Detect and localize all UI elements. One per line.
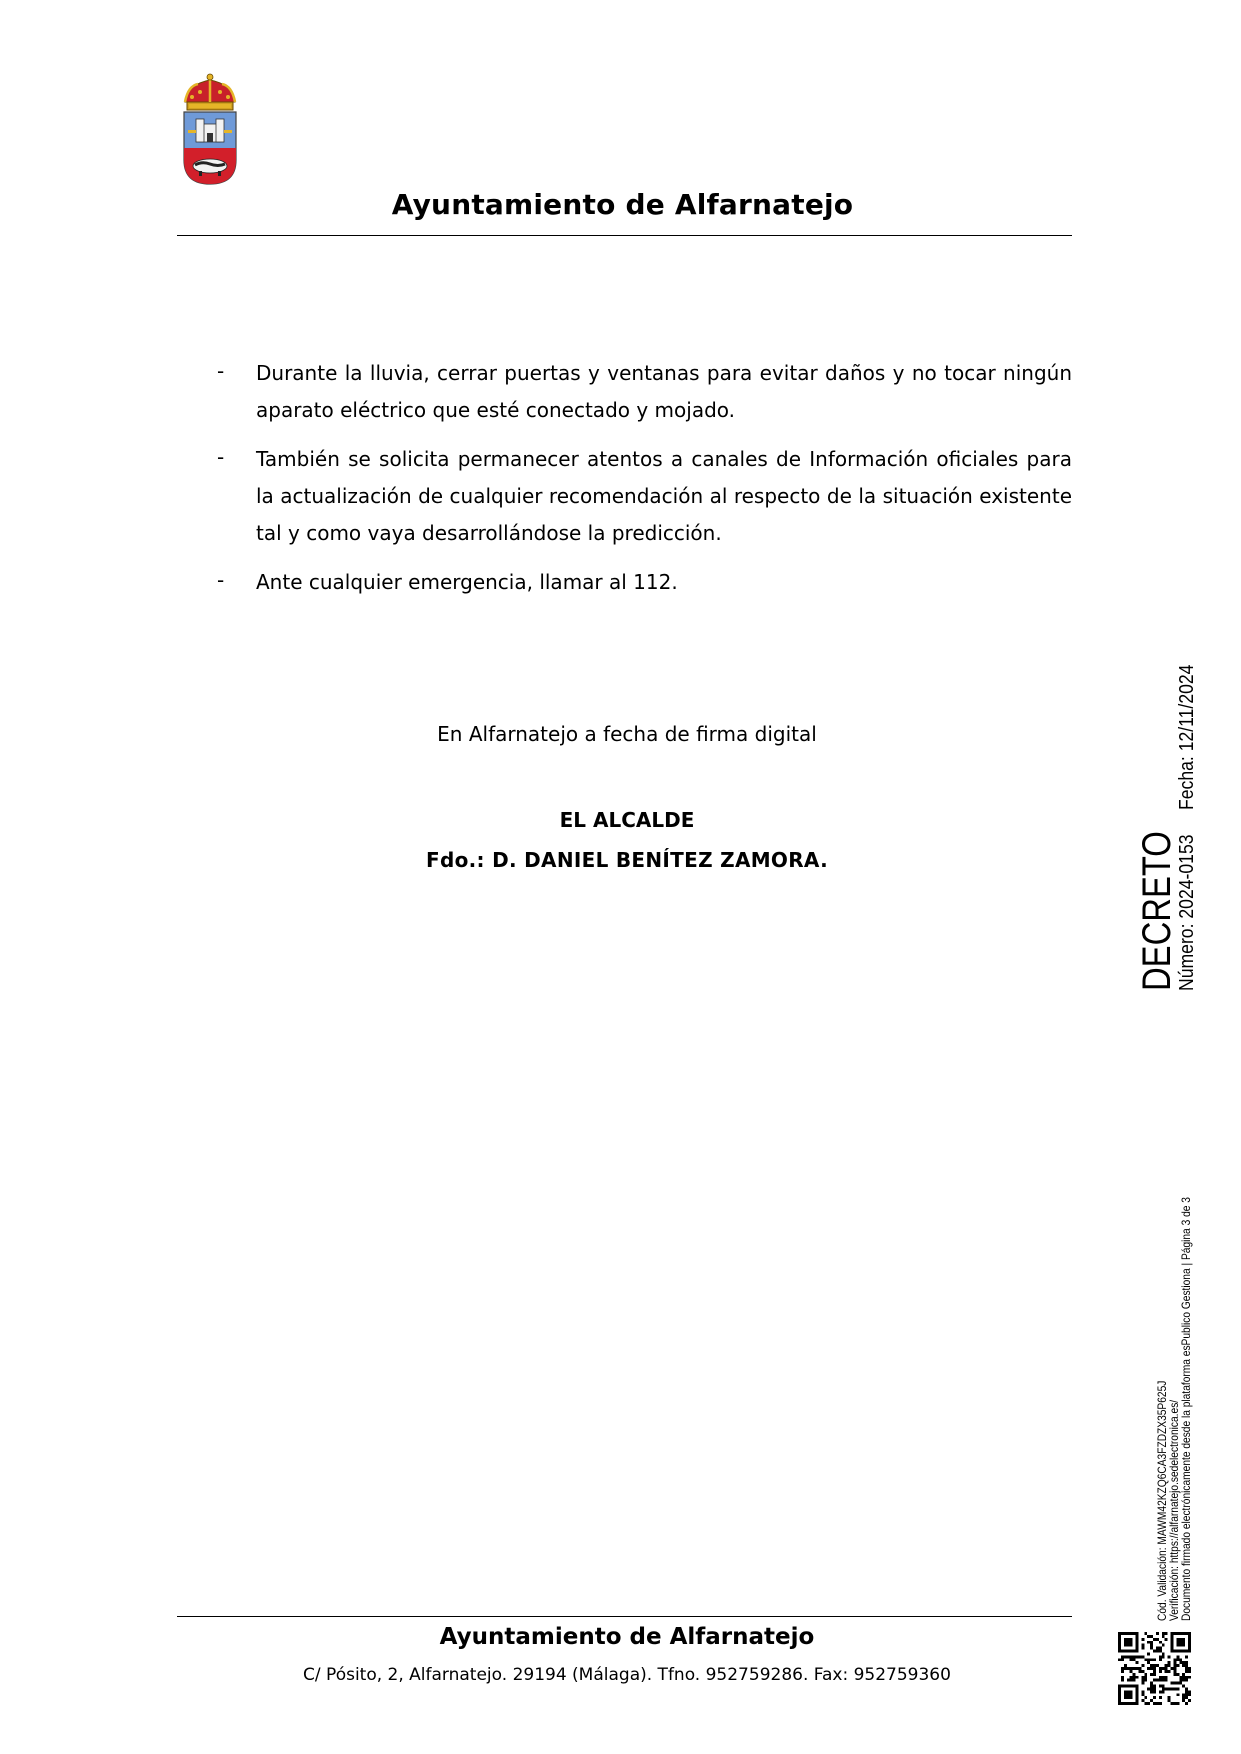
- footer-address: C/ Pósito, 2, Alfarnatejo. 29194 (Málaga). Tfno. 952759286. Fax: 952759360: [303, 1665, 951, 1685]
- list-item: [217, 564, 1072, 601]
- bullet-marker: -: [217, 445, 225, 469]
- bullet-text: Ante cualquier emergencia, llamar al 112.: [256, 570, 678, 594]
- list-item: [217, 441, 1072, 552]
- signatory-name: Fdo.: D. DANIEL BENÍTEZ ZAMORA.: [426, 848, 828, 872]
- coat-of-arms-icon: [178, 72, 242, 188]
- footer-rule: [177, 1616, 1072, 1617]
- decree-label: DECRETO: [1135, 831, 1179, 991]
- footer-title: Ayuntamiento de Alfarnatejo: [439, 1624, 815, 1650]
- bullet-marker: -: [217, 568, 225, 592]
- bullet-list: [217, 355, 1072, 613]
- list-item: [217, 355, 1072, 429]
- header-rule: [177, 235, 1072, 236]
- verification-url: Verificación: https://alfarnatejo.sedelectronica.es/: [1167, 1399, 1181, 1621]
- header-title: Ayuntamiento de Alfarnatejo: [391, 188, 854, 221]
- signature-info: Documento firmado electrónicamente desde la plataforma esPublico Gestiona | Página 3 de 3: [1179, 1197, 1193, 1621]
- place-date: En Alfarnatejo a fecha de firma digital: [437, 722, 817, 746]
- bullet-text: Durante la lluvia, cerrar puertas y ventanas para evitar daños y no tocar ningún aparato eléctrico que esté conectado y mojado.: [256, 361, 1072, 422]
- qr-code-icon: [1118, 1632, 1191, 1705]
- signatory-role: EL ALCALDE: [559, 808, 695, 832]
- bullet-text: También se solicita permanecer atentos a canales de Información oficiales para la actualización de cualquier recomendación al respecto de la situación existente tal y como vaya desarrollándose la predicción.: [256, 447, 1072, 545]
- decree-number-date: Número: 2024-0153 Fecha: 12/11/2024: [1176, 664, 1198, 991]
- bullet-marker: -: [217, 359, 225, 383]
- validation-code: Cód. Validación: MAWM42KZQ6CA3FZDZX35P625J: [1155, 1380, 1169, 1621]
